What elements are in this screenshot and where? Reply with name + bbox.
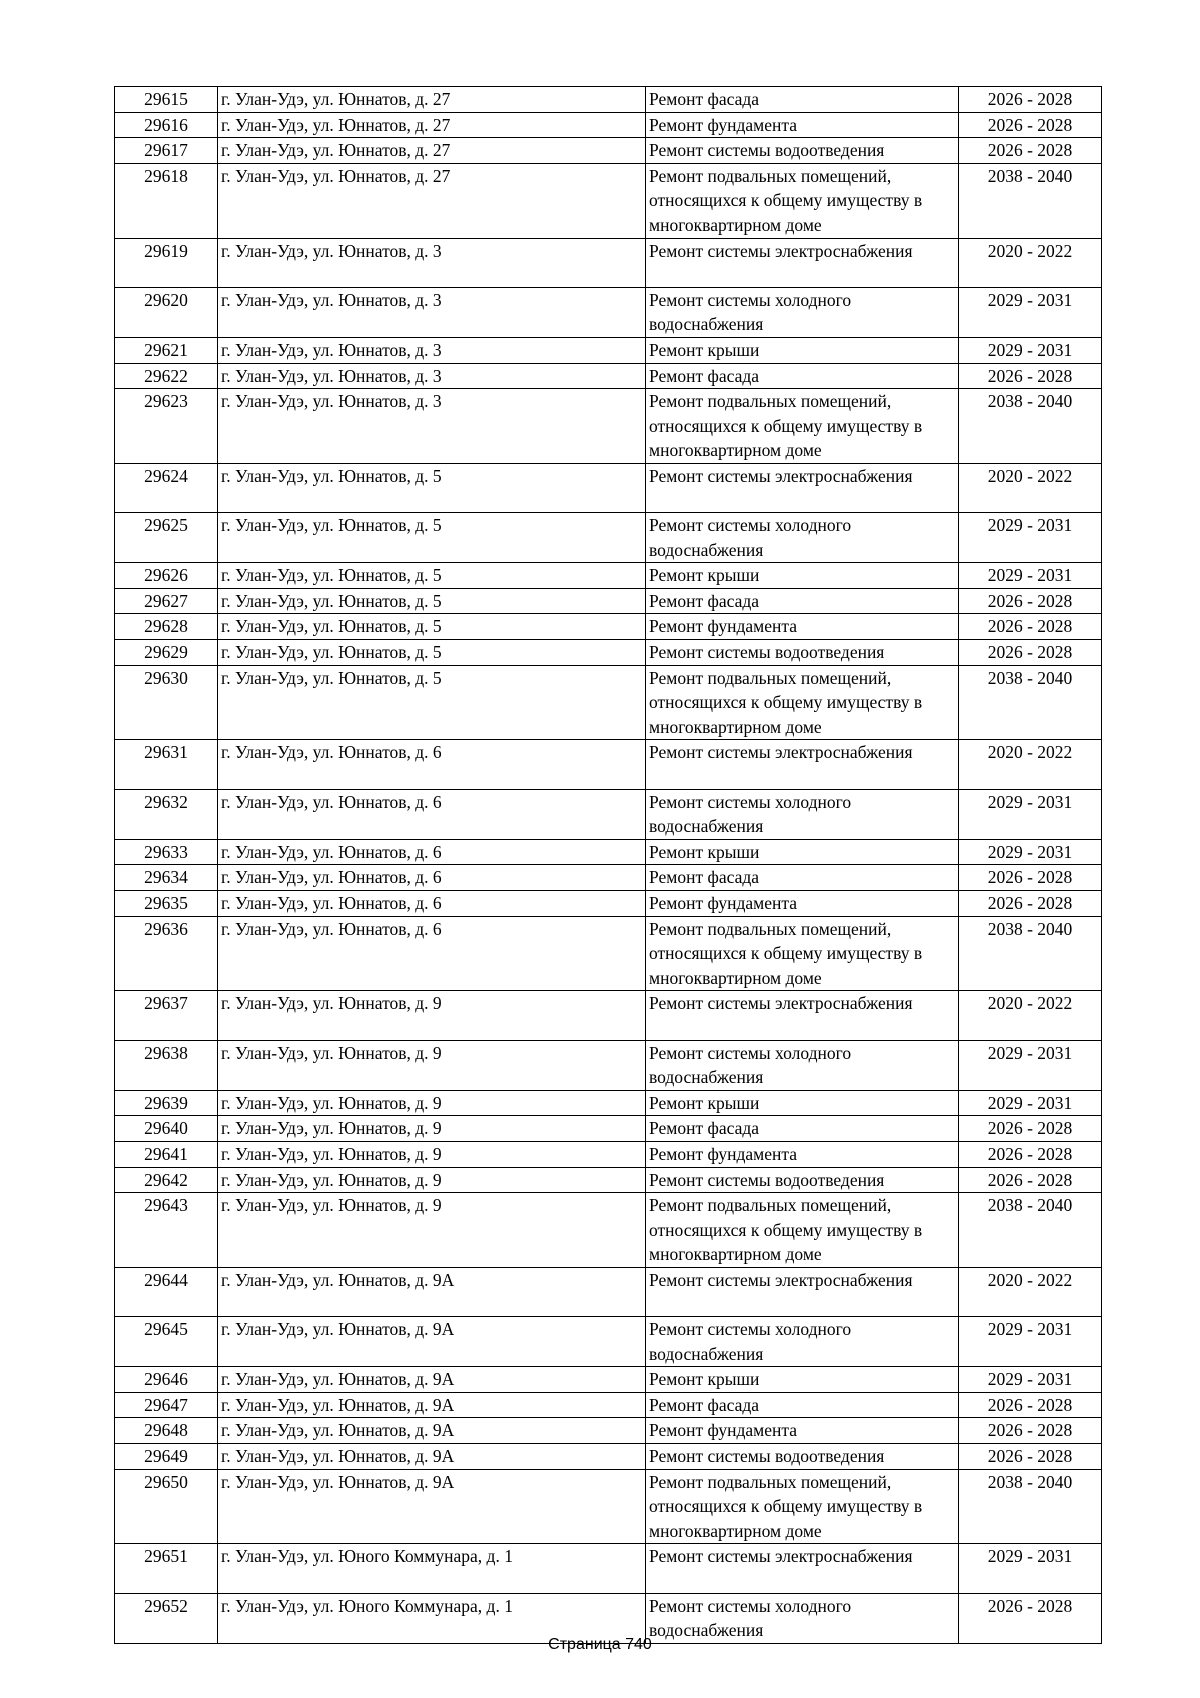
table-row: [115, 916, 1102, 991]
row-number-cell: 29629: [115, 640, 218, 666]
work-type-cell: Ремонт фасада: [646, 588, 959, 614]
period-cell: 2029 - 2031: [959, 839, 1102, 865]
row-number-cell: 29615: [115, 87, 218, 113]
row-number-cell: 29644: [115, 1267, 218, 1316]
address-cell: г. Улан-Удэ, ул. Юннатов, д. 5: [218, 640, 646, 666]
works-table: [114, 86, 1102, 1644]
work-type-cell: Ремонт фундамента: [646, 1418, 959, 1444]
period-cell: 2026 - 2028: [959, 588, 1102, 614]
row-number-cell: 29633: [115, 839, 218, 865]
period-cell: 2029 - 2031: [959, 789, 1102, 839]
work-type-cell: Ремонт подвальных помещений, относящихся к общему имуществу в многоквартирном доме: [646, 1193, 959, 1268]
period-cell: 2038 - 2040: [959, 916, 1102, 991]
period-cell: 2020 - 2022: [959, 740, 1102, 789]
work-type-cell: Ремонт крыши: [646, 1367, 959, 1393]
table-row: [115, 1392, 1102, 1418]
table-row: [115, 789, 1102, 839]
row-number-cell: 29639: [115, 1090, 218, 1116]
address-cell: г. Улан-Удэ, ул. Юннатов, д. 6: [218, 789, 646, 839]
address-cell: г. Улан-Удэ, ул. Юннатов, д. 9А: [218, 1444, 646, 1470]
period-cell: 2038 - 2040: [959, 1469, 1102, 1544]
table-row: [115, 740, 1102, 789]
address-cell: г. Улан-Удэ, ул. Юннатов, д. 9: [218, 1193, 646, 1268]
address-cell: г. Улан-Удэ, ул. Юннатов, д. 6: [218, 916, 646, 991]
work-type-cell: Ремонт системы холодного водоснабжения: [646, 789, 959, 839]
table-row: [115, 1193, 1102, 1268]
table-row: [115, 1367, 1102, 1393]
row-number-cell: 29652: [115, 1593, 218, 1643]
period-cell: 2026 - 2028: [959, 363, 1102, 389]
address-cell: г. Улан-Удэ, ул. Юннатов, д. 9А: [218, 1367, 646, 1393]
table-row: [115, 337, 1102, 363]
address-cell: г. Улан-Удэ, ул. Юного Коммунара, д. 1: [218, 1593, 646, 1643]
period-cell: 2029 - 2031: [959, 337, 1102, 363]
work-type-cell: Ремонт фасада: [646, 865, 959, 891]
period-cell: 2026 - 2028: [959, 138, 1102, 164]
row-number-cell: 29634: [115, 865, 218, 891]
period-cell: 2029 - 2031: [959, 287, 1102, 337]
address-cell: г. Улан-Удэ, ул. Юннатов, д. 5: [218, 614, 646, 640]
table-row: [115, 1469, 1102, 1544]
table-row: [115, 1116, 1102, 1142]
period-cell: 2029 - 2031: [959, 1367, 1102, 1393]
address-cell: г. Улан-Удэ, ул. Юннатов, д. 9А: [218, 1418, 646, 1444]
work-type-cell: Ремонт крыши: [646, 563, 959, 589]
period-cell: 2029 - 2031: [959, 1317, 1102, 1367]
works-table-body: [115, 87, 1102, 1644]
table-row: [115, 1167, 1102, 1193]
work-type-cell: Ремонт крыши: [646, 839, 959, 865]
address-cell: г. Улан-Удэ, ул. Юннатов, д. 6: [218, 891, 646, 917]
address-cell: г. Улан-Удэ, ул. Юннатов, д. 9: [218, 1141, 646, 1167]
row-number-cell: 29626: [115, 563, 218, 589]
address-cell: г. Улан-Удэ, ул. Юннатов, д. 6: [218, 865, 646, 891]
row-number-cell: 29640: [115, 1116, 218, 1142]
row-number-cell: 29648: [115, 1418, 218, 1444]
address-cell: г. Улан-Удэ, ул. Юннатов, д. 5: [218, 665, 646, 740]
row-number-cell: 29631: [115, 740, 218, 789]
address-cell: г. Улан-Удэ, ул. Юннатов, д. 9А: [218, 1469, 646, 1544]
work-type-cell: Ремонт системы водоотведения: [646, 1167, 959, 1193]
address-cell: г. Улан-Удэ, ул. Юннатов, д. 27: [218, 87, 646, 113]
table-row: [115, 1090, 1102, 1116]
address-cell: г. Улан-Удэ, ул. Юннатов, д. 5: [218, 513, 646, 563]
work-type-cell: Ремонт крыши: [646, 337, 959, 363]
row-number-cell: 29649: [115, 1444, 218, 1470]
address-cell: г. Улан-Удэ, ул. Юннатов, д. 5: [218, 588, 646, 614]
period-cell: 2026 - 2028: [959, 1167, 1102, 1193]
address-cell: г. Улан-Удэ, ул. Юннатов, д. 9: [218, 1116, 646, 1142]
work-type-cell: Ремонт фундамента: [646, 614, 959, 640]
work-type-cell: Ремонт системы водоотведения: [646, 640, 959, 666]
period-cell: 2029 - 2031: [959, 513, 1102, 563]
work-type-cell: Ремонт фундамента: [646, 1141, 959, 1167]
address-cell: г. Улан-Удэ, ул. Юннатов, д. 9А: [218, 1317, 646, 1367]
row-number-cell: 29620: [115, 287, 218, 337]
address-cell: г. Улан-Удэ, ул. Юннатов, д. 27: [218, 163, 646, 238]
work-type-cell: Ремонт системы электроснабжения: [646, 991, 959, 1040]
period-cell: 2026 - 2028: [959, 865, 1102, 891]
period-cell: 2026 - 2028: [959, 891, 1102, 917]
table-row: [115, 389, 1102, 464]
row-number-cell: 29650: [115, 1469, 218, 1544]
period-cell: 2026 - 2028: [959, 1593, 1102, 1643]
address-cell: г. Улан-Удэ, ул. Юного Коммунара, д. 1: [218, 1544, 646, 1593]
table-row: [115, 1544, 1102, 1593]
row-number-cell: 29619: [115, 238, 218, 287]
address-cell: г. Улан-Удэ, ул. Юннатов, д. 5: [218, 463, 646, 512]
row-number-cell: 29616: [115, 112, 218, 138]
period-cell: 2026 - 2028: [959, 1392, 1102, 1418]
period-cell: 2020 - 2022: [959, 991, 1102, 1040]
work-type-cell: Ремонт системы водоотведения: [646, 138, 959, 164]
period-cell: 2029 - 2031: [959, 1040, 1102, 1090]
work-type-cell: Ремонт крыши: [646, 1090, 959, 1116]
address-cell: г. Улан-Удэ, ул. Юннатов, д. 27: [218, 112, 646, 138]
period-cell: 2020 - 2022: [959, 1267, 1102, 1316]
table-row: [115, 112, 1102, 138]
period-cell: 2020 - 2022: [959, 238, 1102, 287]
row-number-cell: 29635: [115, 891, 218, 917]
row-number-cell: 29625: [115, 513, 218, 563]
period-cell: 2038 - 2040: [959, 163, 1102, 238]
table-row: [115, 1444, 1102, 1470]
table-row: [115, 1267, 1102, 1316]
table-row: [115, 287, 1102, 337]
work-type-cell: Ремонт системы холодного водоснабжения: [646, 1040, 959, 1090]
address-cell: г. Улан-Удэ, ул. Юннатов, д. 9: [218, 1090, 646, 1116]
row-number-cell: 29647: [115, 1392, 218, 1418]
work-type-cell: Ремонт подвальных помещений, относящихся к общему имуществу в многоквартирном доме: [646, 665, 959, 740]
row-number-cell: 29645: [115, 1317, 218, 1367]
row-number-cell: 29623: [115, 389, 218, 464]
table-row: [115, 1418, 1102, 1444]
row-number-cell: 29622: [115, 363, 218, 389]
period-cell: 2029 - 2031: [959, 563, 1102, 589]
period-cell: 2026 - 2028: [959, 614, 1102, 640]
row-number-cell: 29651: [115, 1544, 218, 1593]
row-number-cell: 29641: [115, 1141, 218, 1167]
row-number-cell: 29636: [115, 916, 218, 991]
table-row: [115, 563, 1102, 589]
period-cell: 2029 - 2031: [959, 1544, 1102, 1593]
table-row: [115, 87, 1102, 113]
row-number-cell: 29617: [115, 138, 218, 164]
address-cell: г. Улан-Удэ, ул. Юннатов, д. 27: [218, 138, 646, 164]
work-type-cell: Ремонт системы электроснабжения: [646, 1267, 959, 1316]
period-cell: 2029 - 2031: [959, 1090, 1102, 1116]
row-number-cell: 29646: [115, 1367, 218, 1393]
work-type-cell: Ремонт фасада: [646, 1392, 959, 1418]
work-type-cell: Ремонт системы холодного водоснабжения: [646, 1593, 959, 1643]
page-number: Страница 740: [548, 1636, 652, 1653]
row-number-cell: 29624: [115, 463, 218, 512]
period-cell: 2026 - 2028: [959, 640, 1102, 666]
address-cell: г. Улан-Удэ, ул. Юннатов, д. 3: [218, 238, 646, 287]
address-cell: г. Улан-Удэ, ул. Юннатов, д. 3: [218, 389, 646, 464]
work-type-cell: Ремонт фасада: [646, 1116, 959, 1142]
address-cell: г. Улан-Удэ, ул. Юннатов, д. 9А: [218, 1267, 646, 1316]
address-cell: г. Улан-Удэ, ул. Юннатов, д. 9: [218, 1040, 646, 1090]
table-row: [115, 865, 1102, 891]
work-type-cell: Ремонт подвальных помещений, относящихся к общему имуществу в многоквартирном доме: [646, 389, 959, 464]
address-cell: г. Улан-Удэ, ул. Юннатов, д. 3: [218, 287, 646, 337]
table-row: [115, 238, 1102, 287]
table-row: [115, 1141, 1102, 1167]
table-row: [115, 588, 1102, 614]
table-row: [115, 991, 1102, 1040]
table-row: [115, 1040, 1102, 1090]
period-cell: 2038 - 2040: [959, 665, 1102, 740]
address-cell: г. Улан-Удэ, ул. Юннатов, д. 9: [218, 1167, 646, 1193]
period-cell: 2020 - 2022: [959, 463, 1102, 512]
work-type-cell: Ремонт системы холодного водоснабжения: [646, 513, 959, 563]
table-row: [115, 1317, 1102, 1367]
table-row: [115, 665, 1102, 740]
address-cell: г. Улан-Удэ, ул. Юннатов, д. 6: [218, 839, 646, 865]
period-cell: 2026 - 2028: [959, 1418, 1102, 1444]
period-cell: 2038 - 2040: [959, 1193, 1102, 1268]
work-type-cell: Ремонт фасада: [646, 363, 959, 389]
work-type-cell: Ремонт подвальных помещений, относящихся к общему имуществу в многоквартирном доме: [646, 1469, 959, 1544]
period-cell: 2026 - 2028: [959, 1444, 1102, 1470]
address-cell: г. Улан-Удэ, ул. Юннатов, д. 3: [218, 337, 646, 363]
work-type-cell: Ремонт подвальных помещений, относящихся к общему имуществу в многоквартирном доме: [646, 163, 959, 238]
row-number-cell: 29628: [115, 614, 218, 640]
work-type-cell: Ремонт системы холодного водоснабжения: [646, 1317, 959, 1367]
work-type-cell: Ремонт системы холодного водоснабжения: [646, 287, 959, 337]
address-cell: г. Улан-Удэ, ул. Юннатов, д. 9А: [218, 1392, 646, 1418]
period-cell: 2026 - 2028: [959, 112, 1102, 138]
table-row: [115, 839, 1102, 865]
work-type-cell: Ремонт системы электроснабжения: [646, 238, 959, 287]
work-type-cell: Ремонт системы электроснабжения: [646, 463, 959, 512]
work-type-cell: Ремонт системы водоотведения: [646, 1444, 959, 1470]
row-number-cell: 29642: [115, 1167, 218, 1193]
work-type-cell: Ремонт фасада: [646, 87, 959, 113]
address-cell: г. Улан-Удэ, ул. Юннатов, д. 3: [218, 363, 646, 389]
row-number-cell: 29637: [115, 991, 218, 1040]
row-number-cell: 29632: [115, 789, 218, 839]
row-number-cell: 29618: [115, 163, 218, 238]
period-cell: 2038 - 2040: [959, 389, 1102, 464]
address-cell: г. Улан-Удэ, ул. Юннатов, д. 9: [218, 991, 646, 1040]
table-row: [115, 163, 1102, 238]
row-number-cell: 29630: [115, 665, 218, 740]
table-row: [115, 640, 1102, 666]
row-number-cell: 29643: [115, 1193, 218, 1268]
row-number-cell: 29627: [115, 588, 218, 614]
period-cell: 2026 - 2028: [959, 87, 1102, 113]
period-cell: 2026 - 2028: [959, 1116, 1102, 1142]
table-row: [115, 891, 1102, 917]
work-type-cell: Ремонт фундамента: [646, 112, 959, 138]
table-row: [115, 363, 1102, 389]
address-cell: г. Улан-Удэ, ул. Юннатов, д. 5: [218, 563, 646, 589]
table-row: [115, 614, 1102, 640]
row-number-cell: 29621: [115, 337, 218, 363]
address-cell: г. Улан-Удэ, ул. Юннатов, д. 6: [218, 740, 646, 789]
work-type-cell: Ремонт системы электроснабжения: [646, 740, 959, 789]
work-type-cell: Ремонт системы электроснабжения: [646, 1544, 959, 1593]
period-cell: 2026 - 2028: [959, 1141, 1102, 1167]
work-type-cell: Ремонт фундамента: [646, 891, 959, 917]
row-number-cell: 29638: [115, 1040, 218, 1090]
table-row: [115, 138, 1102, 164]
table-row: [115, 463, 1102, 512]
work-type-cell: Ремонт подвальных помещений, относящихся к общему имуществу в многоквартирном доме: [646, 916, 959, 991]
table-row: [115, 513, 1102, 563]
